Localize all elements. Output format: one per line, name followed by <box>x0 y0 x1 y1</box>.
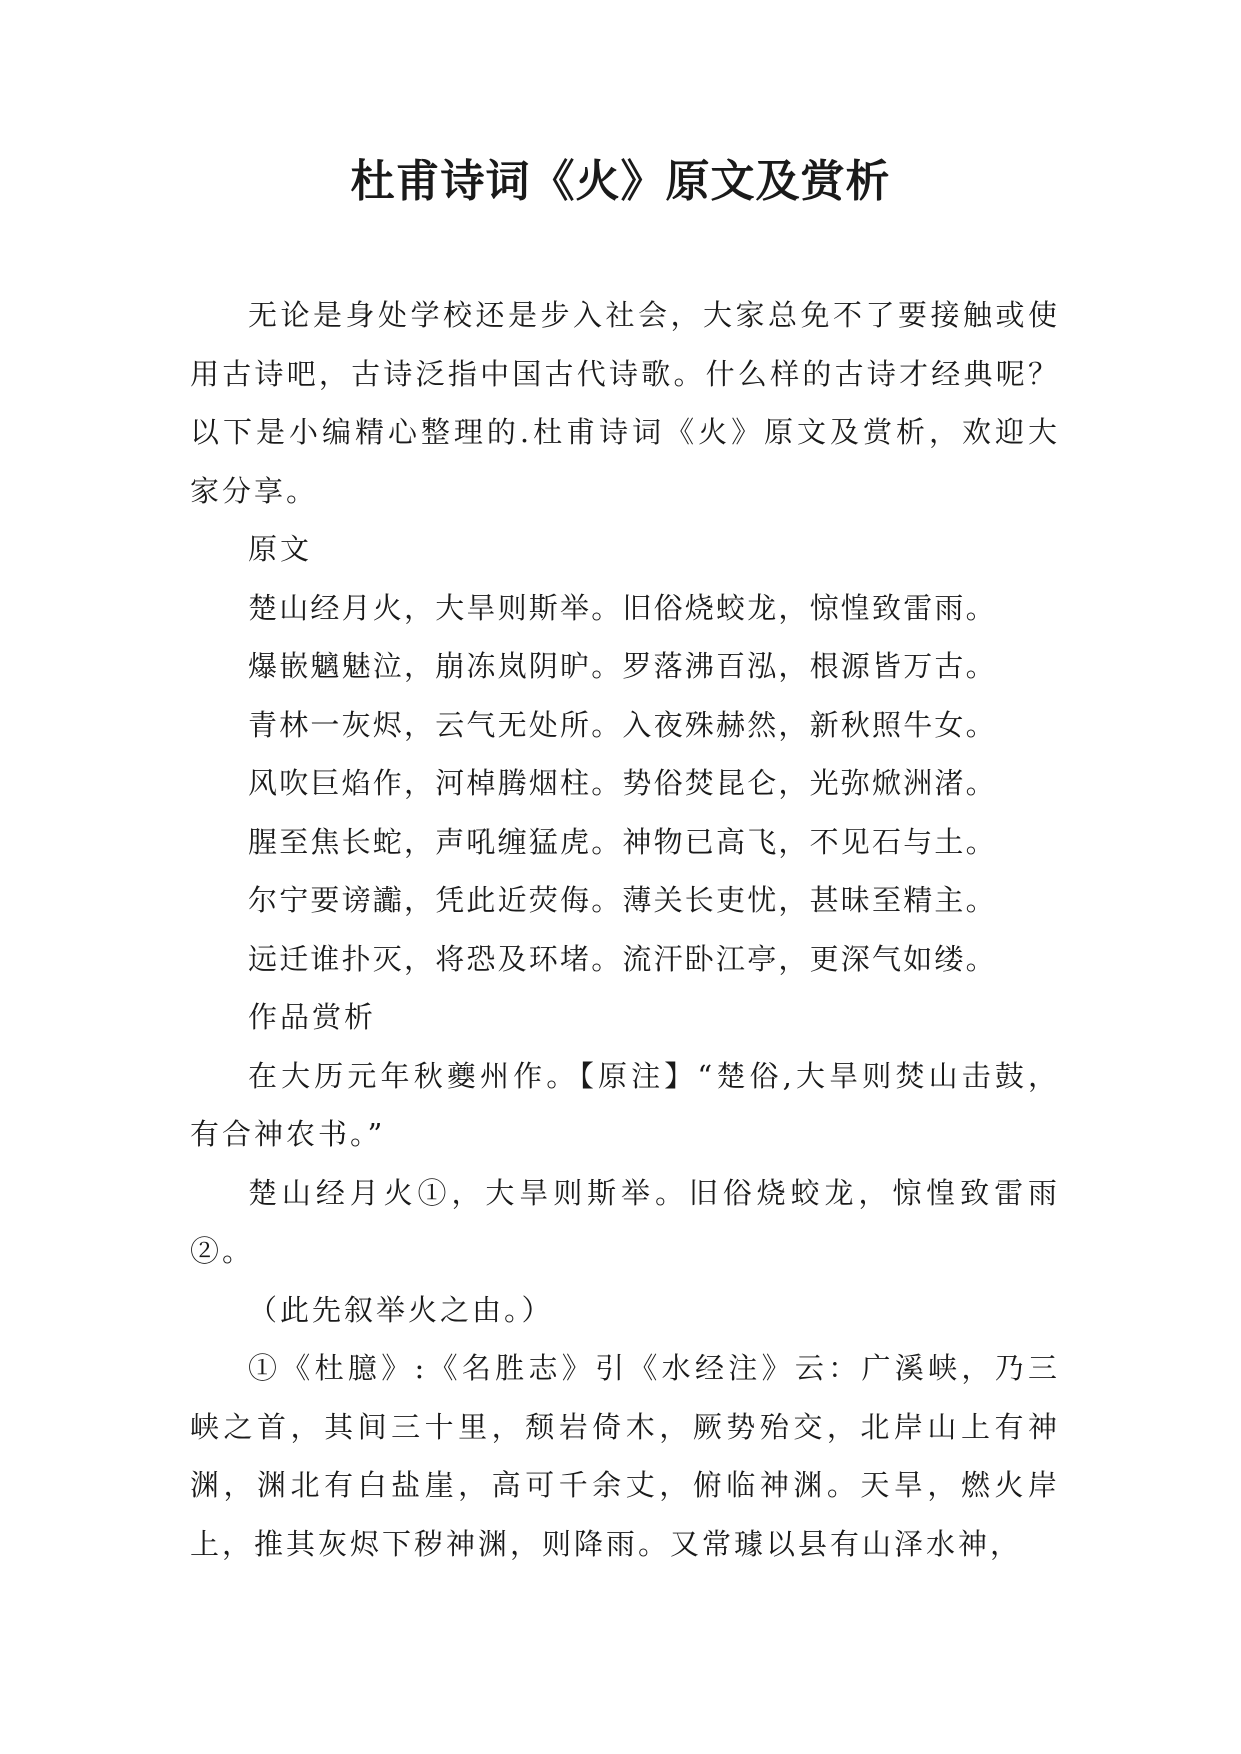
poem-line: 爆嵌魑魅泣，崩冻岚阴昈。罗落沸百泓，根源皆万古。 <box>248 649 997 683</box>
appreciation-heading: 作品赏析 <box>248 1000 377 1034</box>
footnote-paragraph: ①《杜臆》:《名胜志》引《水经注》云：广溪峡，乃三峡之首，其间三十里，颓岩倚木，厥势殆交，北岸山上有神渊，渊北有白盐崖，高可千余丈，俯临神渊。天旱，燃火岸上，推其灰烬下秽神渊，则降雨。又常璩以县有山泽水神， <box>190 1351 1060 1561</box>
poem-line: 腥至焦长蛇，声吼缠猛虎。神物已高飞，不见石与土。 <box>248 824 997 859</box>
original-heading: 原文 <box>248 532 313 566</box>
quote-paragraph: 楚山经月火①，大旱则斯举。旧俗烧蛟龙，惊惶致雷雨②。 <box>190 1175 1060 1268</box>
poem-line: 风吹巨焰作，河棹腾烟柱。势俗焚昆仑，光弥焮洲渚。 <box>248 766 997 800</box>
document-body <box>190 286 1060 1573</box>
poem-line: 楚山经月火，大旱则斯举。旧俗烧蛟龙，惊惶致雷雨。 <box>248 590 997 625</box>
document-title: 杜甫诗词《火》原文及赏析 <box>350 156 891 207</box>
poem-line: 青林一灰烬，云气无处所。入夜殊赫然，新秋照牛女。 <box>248 707 997 742</box>
intro-paragraph: 无论是身处学校还是步入社会，大家总免不了要接触或使用古诗吧，古诗泛指中国古代诗歌。什么样的古诗才经典呢？以下是小编精心整理的.杜甫诗词《火》原文及赏析，欢迎大家分享。 <box>190 298 1060 508</box>
poem-line: 远迁谁扑灭，将恐及环堵。流汗卧江亭，更深气如缕。 <box>248 941 997 976</box>
poem-line: 尔宁要谤讟，凭此近荧侮。薄关长吏忧，甚昧至精主。 <box>248 883 997 917</box>
note-intro-paragraph: 在大历元年秋夔州作。【原注】“楚俗,大旱则焚山击鼓，有合神农书。” <box>190 1058 1060 1151</box>
explanation-paragraph: （此先叙举火之由。） <box>248 1292 554 1327</box>
